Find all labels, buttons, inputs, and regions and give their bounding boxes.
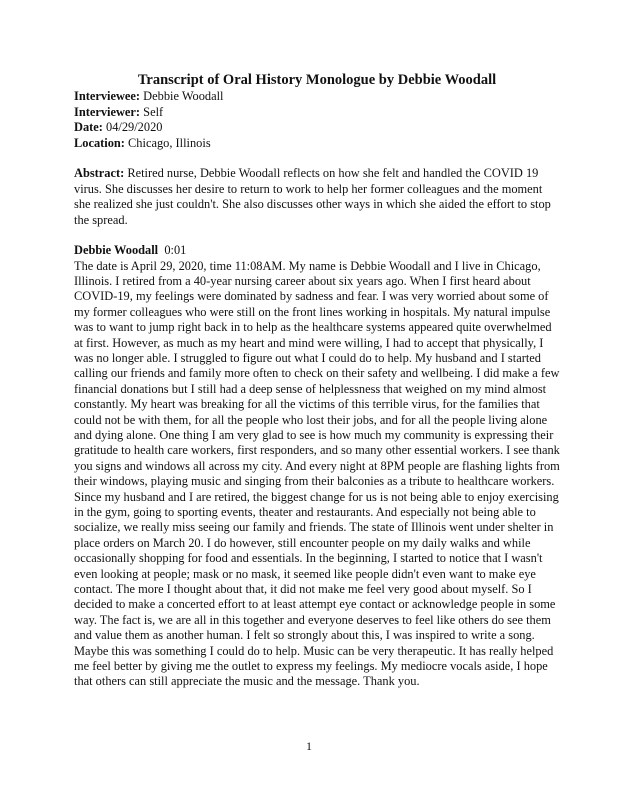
meta-value: Chicago, Illinois [128, 135, 211, 150]
speaker-timestamp: 0:01 [164, 243, 187, 257]
meta-value: 04/29/2020 [106, 120, 163, 134]
abstract [74, 166, 560, 228]
speaker-name: Debbie Woodall [74, 243, 159, 257]
meta-value: Debbie Woodall [143, 89, 224, 103]
meta-location [74, 136, 560, 152]
meta-label: Interviewee: [74, 89, 141, 103]
abstract-text: Retired nurse, Debbie Woodall reflects on how she felt and handled the COVID 19 virus. She discusses her desire to return to work to help her former colleagues and the moment she realized she just couldn't. She also discusses other ways in which she aided the effort to stop the spread. [74, 166, 551, 227]
metadata-block [74, 89, 560, 151]
speaker-heading [74, 243, 560, 259]
meta-interviewee [74, 89, 560, 105]
transcript-text: The date is April 29, 2020, time 11:08AM. My name is Debbie Woodall and I live in Chicago, Illinois. I retired from a 40-year nursing career about six years ago. When I first heard about COVID-19, my feelings were dominated by sadness and fear. I was very worried about some of my former colleagues who were still on the front lines working in hospitals. My natural impulse was to want to jump right back in to help as the healthcare systems appeared quite overwhelmed at first. However, as much as my heart and mind were willing, I had to accept that physically, I was no longer able. I struggled to figure out what I could do to help. My husband and I started calling our friends and family more often to check on their safety and wellbeing. I did make a few financial donations but I still had a deep sense of helplessness that weighed on my mind almost constantly. My heart was breaking for all the victims of this terrible virus, for the families that could not be with them, for all the people who lost their jobs, and for all the people living alone and dying alone. One thing I am very glad to see is how much my community is expressing their gratitude to health care workers, first responders, and so many other essential workers. I see thank you signs and windows all across my city. And every night at 8PM people are flashing lights from their windows, playing music and singing from their balconies as a tribute to healthcare workers. Since my husband and I are retired, the biggest change for us is not being able to enjoy exercising in the gym, going to sporting events, theater and restaurants. And especially not being able to socialize, we really miss seeing our family and friends. The state of Illinois went under shelter in place orders on March 20. I do however, still encounter people on my daily walks and while occasionally shopping for food and essentials. In the beginning, I started to notice that I wasn't even looking at people; mask or no mask, it seemed like people didn't even want to make eye contact. The more I thought about that, it did not make me feel very good about myself. So I decided to make a concerted effort to at least attempt eye contact or acknowledge people in some way. The fact is, we are all in this together and everyone deserves to feel like others do see them and value them as another human. I felt so strongly about this, I was inspired to write a song. Maybe this was something I could do to help. Music can be very therapeutic. It has really helped me feel better by giving me the outlet to express my feelings. My mediocre vocals aside, I hope that others can still appreciate the music and the message. Thank you. [74, 258, 560, 689]
meta-date [74, 120, 560, 136]
document-title: Transcript of Oral History Monologue by Debbie Woodall [137, 72, 497, 88]
abstract-label: Abstract: [74, 166, 125, 180]
meta-label: Location: [74, 135, 125, 150]
page-number: 1 [306, 739, 312, 753]
meta-label: Interviewer: [74, 104, 141, 119]
meta-value: Self [143, 104, 164, 119]
meta-interviewer [74, 105, 560, 121]
meta-label: Date: [74, 120, 103, 134]
